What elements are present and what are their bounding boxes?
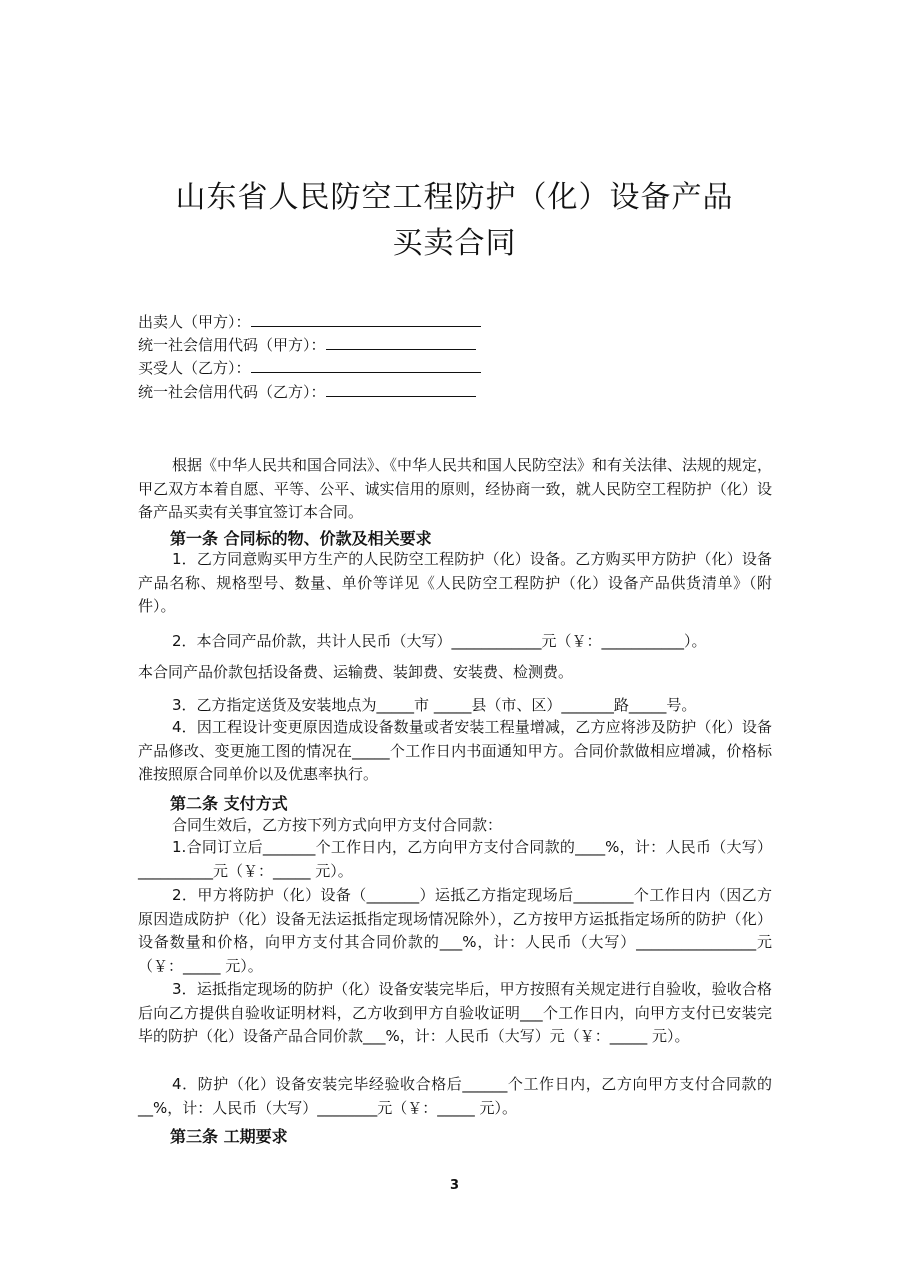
article2-intro: 合同生效后，乙方按下列方式向甲方支付合同款： [172, 816, 503, 834]
buyer-blank [251, 358, 481, 373]
article2-item2: 2．甲方将防护（化）设备（_______）运抵乙方指定现场后________个工作日内（因乙方原因造成防护（化）设备无法运抵指定现场情况除外），乙方按甲方运抵指定场所的防护（化）设备数量和价格，向甲方支付其合同价款的___%，计：人民币（大写）________________元（￥：_____ 元）。 [138, 886, 772, 975]
buyer-label: 买受人（乙方）： [138, 359, 251, 377]
document-title-line2: 买卖合同 [392, 226, 517, 261]
document-title-line1: 山东省人民防空工程防护（化）设备产品 [175, 180, 734, 215]
page-number: 3 [449, 1178, 460, 1193]
article2-item1: 1.合同订立后_______个工作日内，乙方向甲方支付合同款的____%，计：人民币（大写）__________元（￥：_____ 元）。 [138, 838, 772, 880]
article3-heading: 第三条 工期要求 [170, 1127, 288, 1146]
buyer-credit-label: 统一社会信用代码（乙方）： [138, 383, 326, 401]
article1-heading: 第一条 合同标的物、价款及相关要求 [170, 529, 432, 548]
article1-item2-note: 本合同产品价款包括设备费、运输费、装卸费、安装费、检测费。 [138, 663, 574, 681]
buyer-credit-blank [326, 382, 476, 397]
article2-item4: 4．防护（化）设备安装完毕经验收合格后______个工作日内，乙方向甲方支付合同款的__%，计：人民币（大写）________元（￥：_____ 元）。 [138, 1075, 772, 1117]
buyer-line [138, 357, 481, 379]
article1-item3: 3．乙方指定送货及安装地点为_____市 _____县（市、区）_______路_____号。 [172, 696, 697, 714]
seller-credit-label: 统一社会信用代码（甲方）： [138, 336, 326, 354]
preamble-paragraph: 根据《中华人民共和国合同法》、《中华人民共和国人民防空法》和有关法律、法规的规定，甲乙双方本着自愿、平等、公平、诚实信用的原则，经协商一致，就人民防空工程防护（化）设备产品买卖有关事宜签订本合同。 [138, 456, 773, 521]
article1-item1: 1．乙方同意购买甲方生产的人民防空工程防护（化）设备。乙方购买甲方防护（化）设备产品名称、规格型号、数量、单价等详见《人民防空工程防护（化）设备产品供货清单》（附件）。 [138, 550, 772, 615]
article2-item3: 3．运抵指定现场的防护（化）设备安装完毕后，甲方按照有关规定进行自验收，验收合格后向乙方提供自验收证明材料，乙方收到甲方自验收证明___个工作日内，向甲方支付已安装完毕的防护（化）设备产品合同价款___%，计：人民币（大写）元（￥：_____ 元）。 [138, 980, 772, 1045]
seller-label: 出卖人（甲方）： [138, 313, 251, 331]
seller-credit-blank [326, 335, 476, 350]
seller-line [138, 311, 481, 333]
seller-blank [251, 312, 481, 327]
buyer-credit-line [138, 381, 476, 403]
article1-item4: 4．因工程设计变更原因造成设备数量或者安装工程量增减，乙方应将涉及防护（化）设备产品修改、变更施工图的情况在_____个工作日内书面通知甲方。合同价款做相应增减，价格标准按照原合同单价以及优惠率执行。 [138, 718, 772, 783]
seller-credit-line [138, 334, 476, 356]
article1-item2: 2．本合同产品价款，共计人民币（大写）____________元（￥：___________）。 [172, 632, 707, 650]
article2-heading: 第二条 支付方式 [170, 794, 288, 813]
